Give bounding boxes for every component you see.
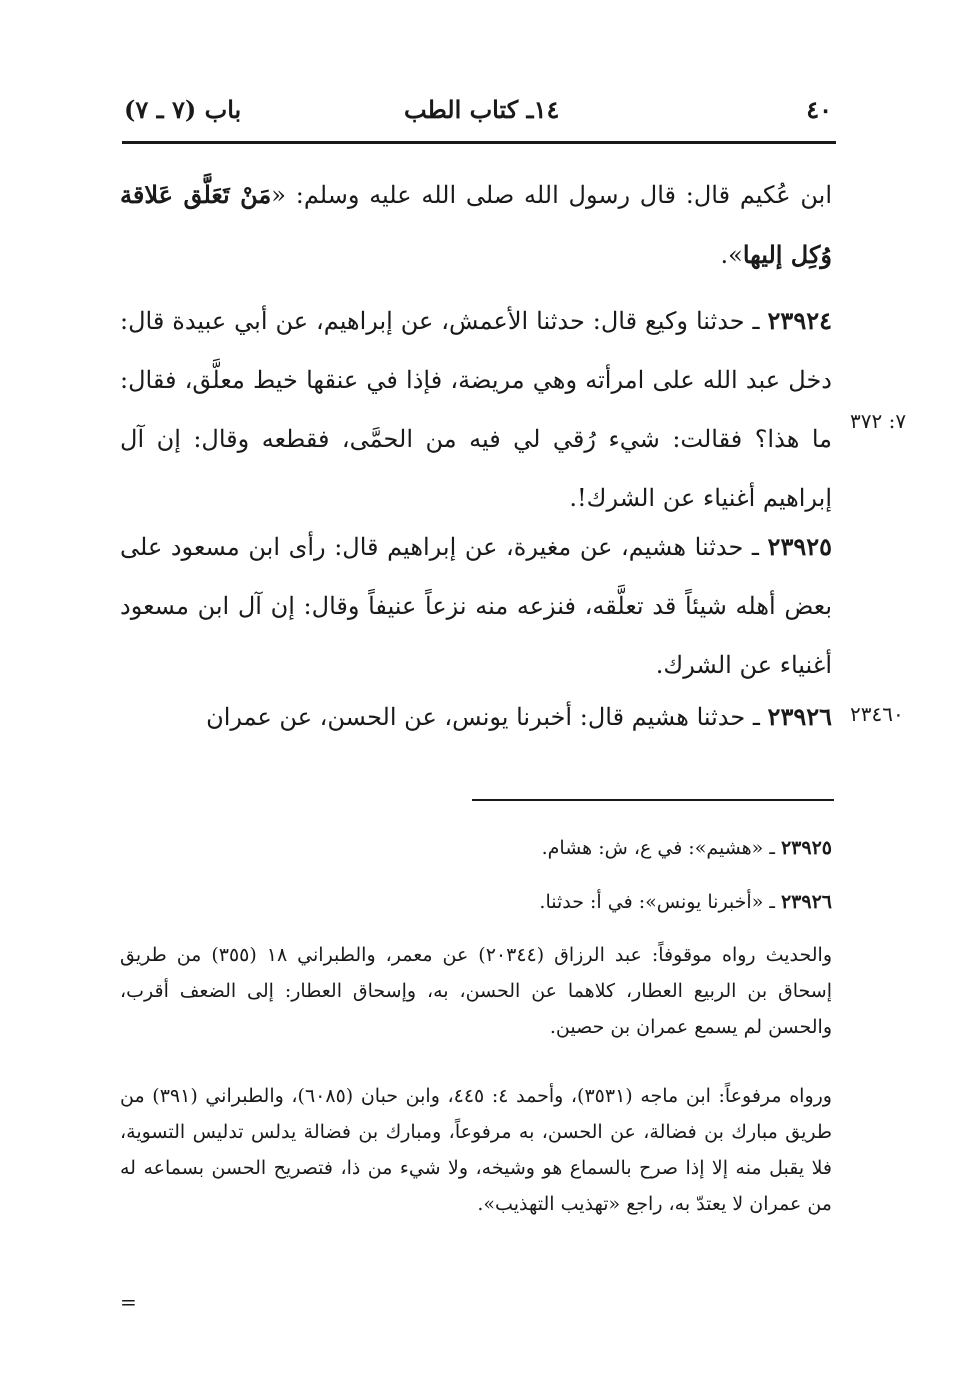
page-number: ٤٠ — [806, 95, 832, 124]
footnote-number: ٢٣٩٢٥ — [780, 837, 832, 859]
hadith-23924 — [120, 291, 832, 528]
hadith-text: ـ حدثنا هشيم قال: أخبرنا يونس، عن الحسن، عن عمران — [206, 703, 760, 731]
footnote-separator — [472, 799, 834, 801]
margin-reference: ٢٣٤٦٠ — [850, 702, 904, 726]
opening-paragraph — [120, 165, 832, 285]
hadith-text: ـ حدثنا هشيم، عن مغيرة، عن إبراهيم قال: رأى ابن مسعود على بعض أهله شيئاً قد تعلَّقه، فنزعه منه نزعاً عنيفاً وقال: إن آل ابن مسعود أغنياء عن الشرك. — [120, 533, 833, 679]
footnote — [120, 830, 832, 866]
hadith-number: ٢٣٩٢٥ — [767, 532, 832, 561]
chapter-title: ١٤ـ كتاب الطب — [404, 95, 560, 124]
opening-tail: ». — [720, 241, 743, 269]
section-label: باب (٧ ـ ٧) — [124, 95, 242, 124]
footnote-commentary: والحديث رواه موقوفاً: عبد الرزاق (٢٠٣٤٤) عن معمر، والطبراني ١٨ (٣٥٥) من طريق إسحاق بن الربيع العطار، كلاهما عن الحسن، به، وإسحاق العطار: إلى الضعف أقرب، والحسن لم يسمع عمران بن حصين. — [120, 944, 832, 1038]
opening-lead: ابن عُكيم قال: قال رسول الله صلى الله عليه وسلم: « — [271, 181, 832, 209]
hadith-23925 — [120, 517, 832, 695]
footnote-text: ـ «أخبرنا يونس»: في أ: حدثنا. — [539, 891, 775, 913]
margin-reference: ٧: ٣٧٢ — [850, 409, 907, 433]
opening-hadith-quote: مَنْ تَعَلَّق عَلاقة وُكِل إليها — [120, 180, 832, 269]
hadith-number: ٢٣٩٢٦ — [767, 702, 832, 731]
hadith-text: ـ حدثنا وكيع قال: حدثنا الأعمش، عن إبراهيم، عن أبي عبيدة قال: دخل عبد الله على امرأته وهي مريضة، فإذا في عنقها خيط معلَّق، فقال: ما هذا؟ فقالت: شيء رُقي لي فيه من الحمَّى، فقطعه وقال: إن آل إبراهيم أغنياء عن الشرك!. — [120, 307, 832, 512]
footnote-number: ٢٣٩٢٦ — [780, 891, 832, 913]
footnote-text: ـ «هشيم»: في ع، ش: هشام. — [541, 837, 775, 859]
footnote — [120, 884, 832, 920]
footnote-commentary: ورواه مرفوعاً: ابن ماجه (٣٥٣١)، وأحمد ٤: ٤٤٥، وابن حبان (٦٠٨٥)، والطبراني (٣٩١) من طريق مبارك بن فضالة، عن الحسن، به مرفوعاً، ومبارك بن فضالة يدلس تدليس التسوية، فلا يقبل منه إلا إذا صرح بالسماع هو وشيخه، ولا شيء من ذا، فتصريح الحسن بسماعه له من عمران لا يعتدّ به، راجع «تهذيب التهذيب». — [120, 1085, 832, 1215]
hadith-number: ٢٣٩٢٤ — [767, 306, 832, 335]
header-rule — [122, 141, 836, 144]
hadith-23926 — [120, 687, 832, 747]
continuation-mark: = — [120, 1290, 137, 1314]
